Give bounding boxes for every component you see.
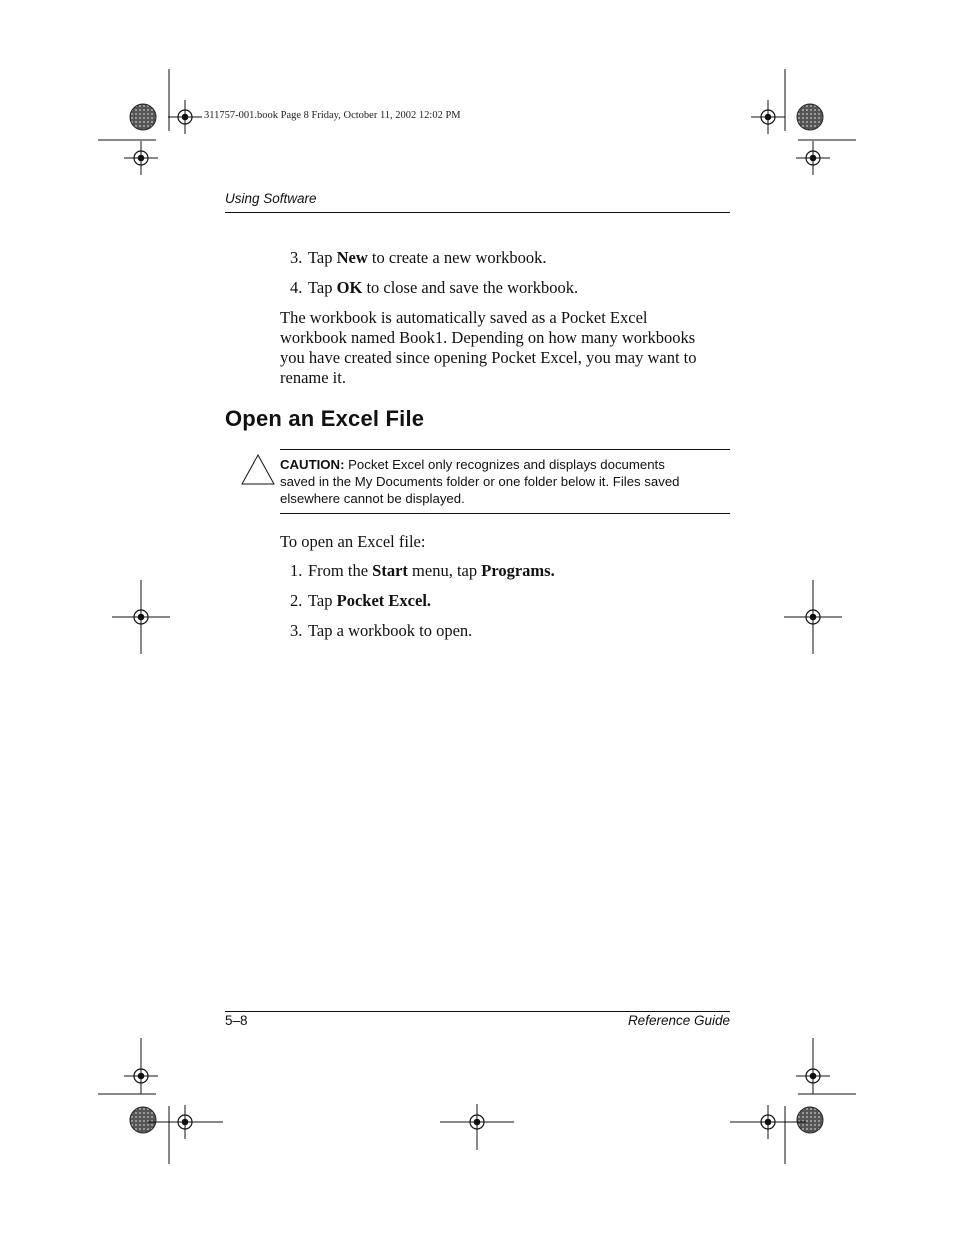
registration-mark [168,100,202,134]
registration-mark [796,141,830,175]
footer-rule [225,1011,730,1012]
list-item: 3. Tap New to create a new workbook. [290,248,547,267]
registration-mark [124,141,158,175]
warning-triangle-icon [240,453,276,487]
header-rule [225,212,730,213]
footer-doc-title: Reference Guide [627,1013,730,1028]
list-item: 4. Tap OK to close and save the workbook. [290,278,579,297]
page-number: 5–8 [225,1013,248,1028]
print-slug-line: 311757-001.book Page 8 Friday, October 11, 2002 12:02 PM [204,110,461,121]
registration-mark [751,100,785,134]
starburst-mark-top-left [130,104,156,130]
caution-bottom-rule [280,513,730,514]
body-paragraph: The workbook is automatically saved as a Pocket Excel workbook named Book1. Depending on how many workbooks you have created since opening Pocket Excel, you may want to rename it. [280,308,697,387]
caution-note: CAUTION: Pocket Excel only recognizes and displays documents saved in the My Documents folder or one folder below it. Files saved elsewhere cannot be displayed. [280,457,680,506]
running-header: Using Software [225,191,317,206]
section-heading: Open an Excel File [225,406,425,431]
starburst-mark-bottom-right [797,1107,823,1133]
starburst-mark-top-right [797,104,823,130]
list-item: 2. Tap Pocket Excel. [290,591,432,610]
caution-top-rule [280,449,730,450]
list-item: 1. From the Start menu, tap Programs. [290,561,555,580]
list-item: 3. Tap a workbook to open. [290,621,473,640]
starburst-mark-bottom-left [130,1107,156,1133]
intro-text: To open an Excel file: [280,532,426,551]
